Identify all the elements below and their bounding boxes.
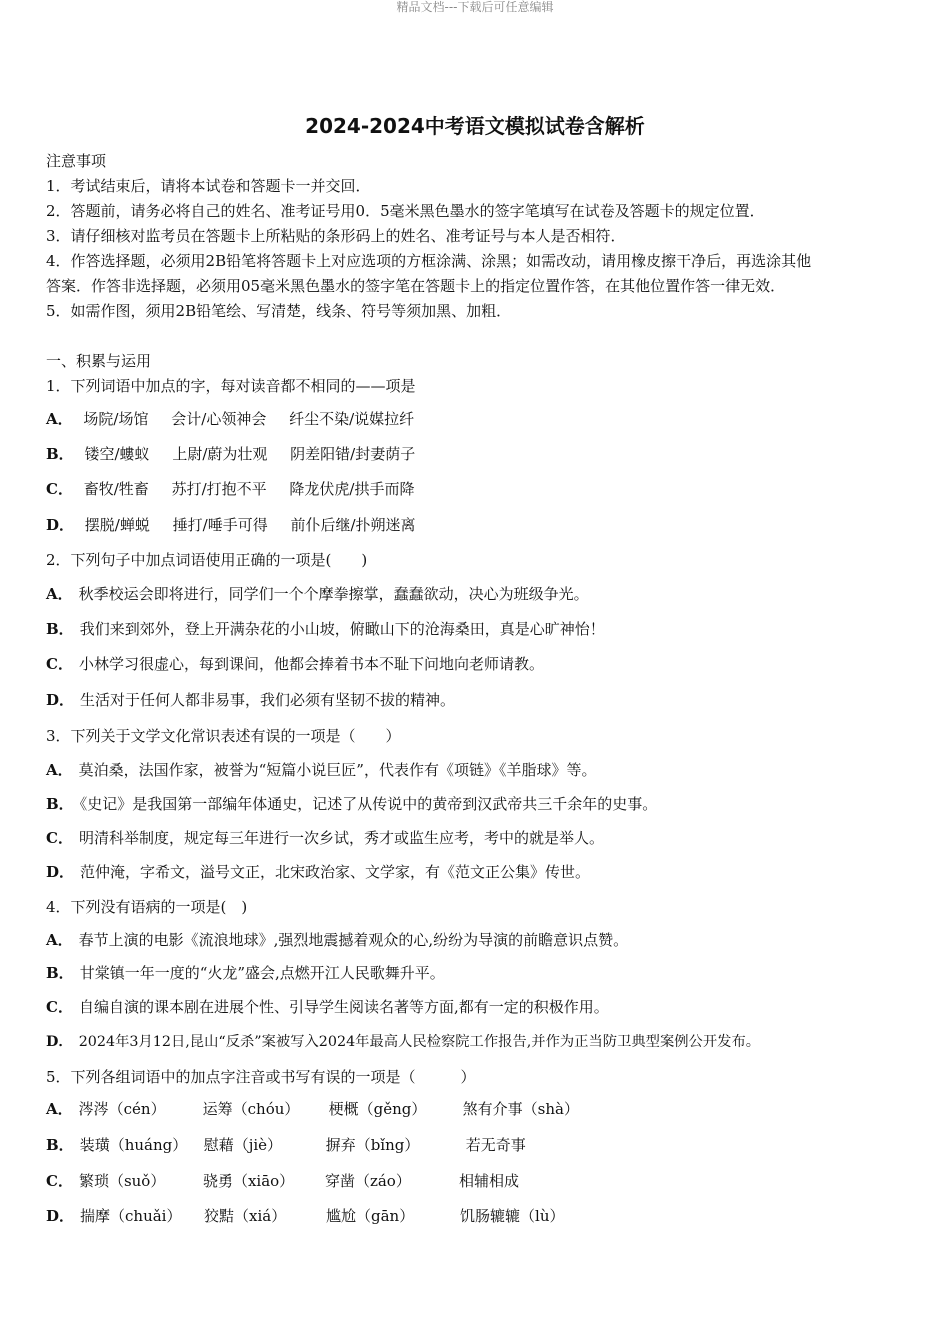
notice-line-4: 4．作答选择题，必须用2B铅笔将答题卡上对应选项的方框涂满、涂黑；如需改动，请用橡皮擦干净后，再选涂其他: [46, 252, 812, 270]
notice-line-3: 3．请仔细核对监考员在答题卡上所粘贴的条形码上的姓名、准考证号与本人是否相符．: [46, 227, 626, 245]
option-mark: B．: [46, 445, 74, 463]
option-item: 饥肠辘辘（lù）: [460, 1207, 565, 1225]
option-item: 阴差阳错/封妻荫子: [290, 445, 416, 463]
option-item: 煞有介事（shà）: [462, 1100, 579, 1118]
question-3-option-b: [46, 793, 906, 815]
option-mark: A．: [46, 1100, 73, 1118]
option-text: 范仲淹，字希文，溢号文正，北宋政治家、文学家，有《范文正公集》传世。: [80, 863, 591, 881]
option-mark: B．: [46, 1136, 74, 1154]
option-text: 生活对于任何人都非易事，我们必须有坚韧不拔的精神。: [80, 691, 456, 709]
question-2-option-d: [46, 689, 906, 711]
question-5-stem: 5．下列各组词语中的加点字注音或书写有误的一项是（ ）: [46, 1068, 476, 1086]
notice-line-1: 1．考试结束后，请将本试卷和答题卡一并交回．: [46, 177, 371, 195]
option-mark: B．: [46, 795, 74, 813]
option-text: 小林学习很虚心，每到课间，他都会捧着书本不耻下问地向老师请教。: [78, 655, 544, 673]
question-4-option-d: [46, 1031, 906, 1053]
question-1-option-d: [46, 514, 906, 536]
option-item: 若无奇事: [465, 1136, 526, 1154]
question-1-stem: 1．下列词语中加点的字，每对读音都不相同的——项是: [46, 377, 416, 395]
option-item: 运筹（chóu）: [202, 1100, 300, 1118]
question-2-stem: 2．下列句子中加点词语使用正确的一项是( ): [46, 551, 368, 569]
question-1-option-c: [46, 478, 906, 500]
option-item: 纤尘不染/说媒拉纤: [289, 410, 415, 428]
option-mark: C．: [46, 1172, 73, 1190]
question-3-stem: 3．下列关于文学文化常识表述有误的一项是（ ）: [46, 727, 401, 745]
option-item: 降龙伏虎/拱手而降: [289, 480, 415, 498]
option-mark: D．: [46, 1034, 73, 1050]
question-2-option-a: [46, 583, 906, 605]
option-item: 摆脱/蝉蜕: [84, 516, 150, 534]
option-mark: C．: [46, 998, 73, 1016]
option-text: 自编自演的课本剧在进展个性、引导学生阅读名著等方面,都有一定的积极作用。: [78, 998, 609, 1016]
option-mark: C．: [46, 480, 73, 498]
option-item: 骁勇（xiāo）: [202, 1172, 295, 1190]
option-text: 莫泊桑，法国作家，被誉为“短篇小说巨匠”，代表作有《项链》《羊脂球》等。: [78, 761, 597, 779]
question-5-option-a: [46, 1098, 906, 1120]
option-mark: B．: [46, 964, 74, 982]
question-2-option-b: [46, 618, 906, 640]
option-item: 梗概（gěng）: [328, 1100, 427, 1118]
question-3-option-c: [46, 827, 906, 849]
option-item: 装璜（huáng）: [79, 1136, 188, 1154]
option-text: 《史记》是我国第一部编年体通史，记述了从传说中的黄帝到汉武帝共三千余年的史事。: [79, 795, 658, 813]
option-mark: A．: [46, 931, 73, 949]
option-item: 慰藉（jiè）: [203, 1136, 283, 1154]
option-item: 摒弃（bǐng）: [325, 1136, 420, 1154]
option-item: 上尉/蔚为壮观: [172, 445, 268, 463]
page-title: 2024-2024中考语文模拟试卷含解析: [305, 114, 645, 138]
option-item: 狡黠（xiá）: [204, 1207, 287, 1225]
question-4-option-b: [46, 962, 906, 984]
question-3-option-a: [46, 759, 906, 781]
option-item: 揣摩（chuǎi）: [80, 1207, 182, 1225]
option-mark: A．: [46, 761, 73, 779]
option-item: 畜牧/牲畜: [83, 480, 149, 498]
option-item: 捶打/唾手可得: [172, 516, 268, 534]
option-text: 甘棠镇一年一度的“火龙”盛会,点燃开江人民歌舞升平。: [79, 964, 445, 982]
notice-line-5: 答案．作答非选择题，必须用05毫米黑色墨水的签字笔在答题卡上的指定位置作答，在其他位置作答一律无效．: [46, 277, 786, 295]
option-mark: D．: [46, 863, 75, 881]
option-text: 我们来到郊外，登上开满杂花的小山坡，俯瞰山下的沧海桑田，真是心旷神怡！: [79, 620, 605, 638]
question-3-option-d: [46, 861, 906, 883]
notice-line-2: 2．答题前，请务必将自己的姓名、准考证号用0．5毫米黑色墨水的签字笔填写在试卷及答题卡的规定位置．: [46, 202, 765, 220]
notice-heading: 注意事项: [46, 152, 107, 170]
option-item: 镂空/螻蚁: [84, 445, 150, 463]
option-text: 春节上演的电影《流浪地球》,强烈地震撼着观众的心,纷纷为导演的前瞻意识点赞。: [78, 931, 629, 949]
option-mark: D．: [46, 1207, 75, 1225]
notice-line-6: 5．如需作图，须用2B铅笔绘、写清楚，线条、符号等须加黑、加粗．: [46, 302, 512, 320]
question-1-option-a: [46, 408, 906, 430]
option-text: 2024年3月12日,昆山“反杀”案被写入2024年最高人民检察院工作报告,并作为正当防卫典型案例公开发布。: [78, 1034, 761, 1050]
option-mark: B．: [46, 620, 74, 638]
option-item: 前仆后继/扑朔迷离: [290, 516, 416, 534]
option-mark: A．: [46, 585, 73, 603]
option-mark: A．: [46, 410, 73, 428]
section-heading: 一、积累与运用: [46, 352, 152, 370]
question-4-stem: 4．下列没有语病的一项是( ): [46, 898, 248, 916]
question-5-option-d: [46, 1205, 906, 1227]
question-2-option-c: [46, 653, 906, 675]
option-mark: D．: [46, 516, 75, 534]
option-mark: C．: [46, 655, 73, 673]
option-item: 相辅相成: [458, 1172, 519, 1190]
question-1-option-b: [46, 443, 906, 465]
option-item: 尴尬（gān）: [326, 1207, 415, 1225]
option-item: 苏打/打抱不平: [171, 480, 267, 498]
option-item: 涔涔（cén）: [78, 1100, 166, 1118]
option-item: 场院/场馆: [83, 410, 149, 428]
option-mark: C．: [46, 829, 73, 847]
option-item: 会计/心领神会: [171, 410, 267, 428]
option-text: 秋季校运会即将进行，同学们一个个摩拳擦掌，蠢蠢欲动，决心为班级争光。: [78, 585, 589, 603]
watermark: 精品文档---下载后可任意编辑: [396, 0, 554, 14]
question-4-option-a: [46, 929, 906, 951]
question-5-option-b: [46, 1134, 906, 1156]
option-item: 繁琐（suǒ）: [78, 1172, 166, 1190]
option-text: 明清科举制度，规定每三年进行一次乡试，秀才或监生应考，考中的就是举人。: [78, 829, 604, 847]
option-mark: D．: [46, 691, 75, 709]
option-item: 穿凿（záo）: [324, 1172, 411, 1190]
question-4-option-c: [46, 996, 906, 1018]
question-5-option-c: [46, 1170, 906, 1192]
